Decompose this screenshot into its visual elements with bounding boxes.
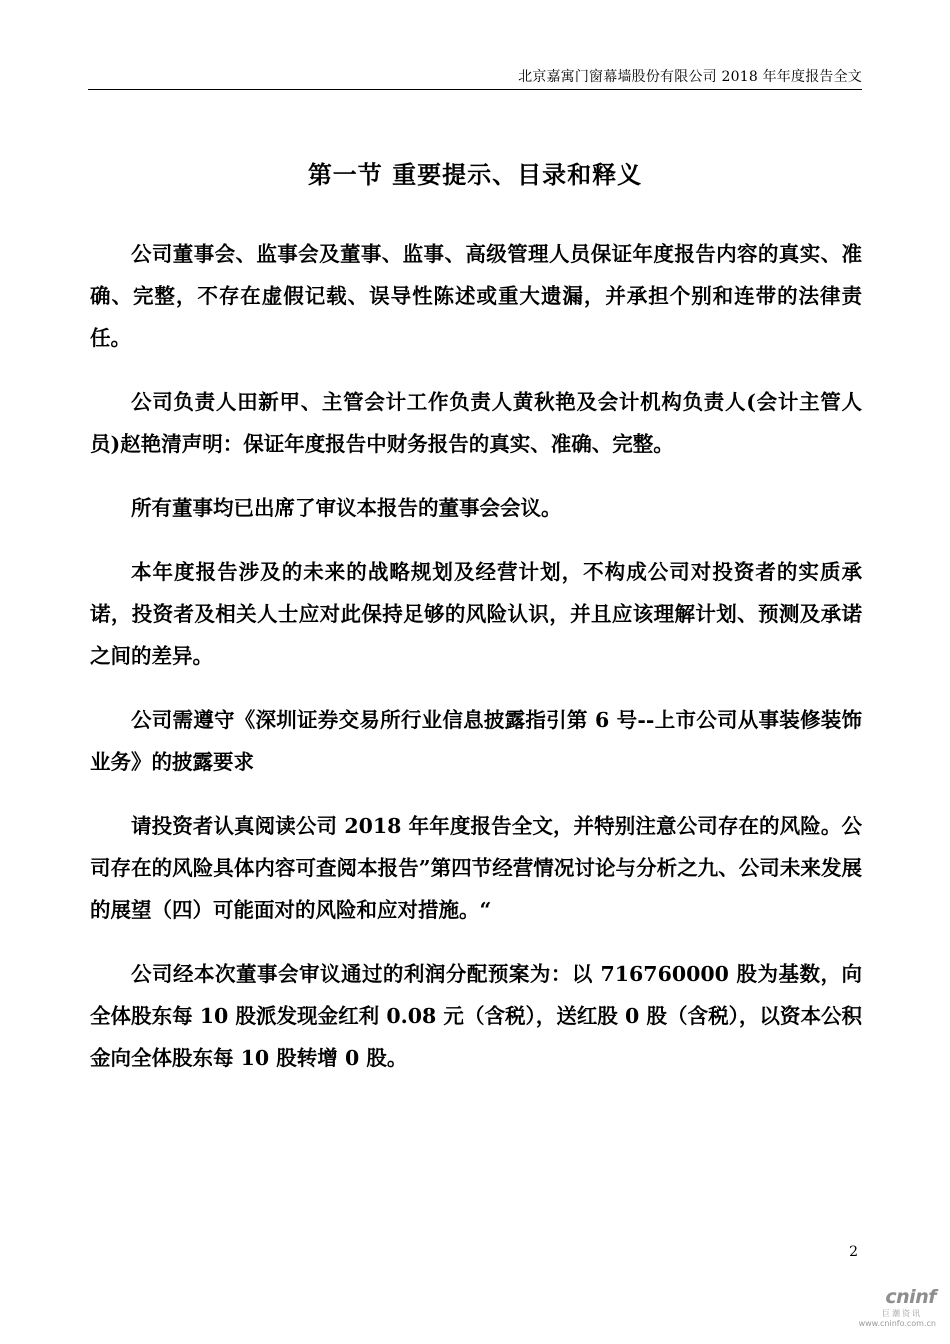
- cninfo-logo: [846, 1286, 936, 1332]
- paragraph-attendance: 所有董事均已出席了审议本报告的董事会会议。: [131, 496, 562, 520]
- section-title: 第一节 重要提示、目录和释义: [307, 160, 643, 189]
- logo-url: www.cninfo.com.cn: [858, 1319, 936, 1328]
- page-number: 2: [849, 1244, 858, 1260]
- paragraph-risk-notice: 请投资者认真阅读公司 2018 年年度报告全文，并特别注意公司存在的风险。公司存在的风险具体内容可查阅本报告”第四节经营情况讨论与分析之九、公司未来发展的展望（四）可能面对的风险和应对措施。“: [90, 814, 862, 922]
- paragraph-disclosure-guideline: 公司需遵守《深圳证券交易所行业信息披露指引第 6 号--上市公司从事装修装饰业务》的披露要求: [90, 708, 862, 774]
- document-body: [90, 233, 862, 1101]
- paragraph-forward-looking: 本年度报告涉及的未来的战略规划及经营计划，不构成公司对投资者的实质承诺，投资者及相关人士应对此保持足够的风险认识，并且应该理解计划、预测及承诺之间的差异。: [90, 560, 862, 668]
- logo-mark: cninf: [885, 1286, 936, 1308]
- logo-chinese-name: 巨潮资讯: [882, 1309, 922, 1318]
- paragraph-profit-distribution: 公司经本次董事会审议通过的利润分配预案为：以 716760000 股为基数，向全体股东每 10 股派发现金红利 0.08 元（含税），送红股 0 股（含税），以资本公积金向全体股东每 10 股转增 0 股。: [90, 962, 862, 1070]
- running-header: 北京嘉寓门窗幕墙股份有限公司 2018 年年度报告全文: [518, 69, 862, 85]
- paragraph-responsible-persons: 公司负责人田新甲、主管会计工作负责人黄秋艳及会计机构负责人(会计主管人员)赵艳清声明：保证年度报告中财务报告的真实、准确、完整。: [90, 390, 862, 456]
- paragraph-board-guarantee: 公司董事会、监事会及董事、监事、高级管理人员保证年度报告内容的真实、准确、完整，不存在虚假记载、误导性陈述或重大遗漏，并承担个别和连带的法律责任。: [90, 242, 862, 350]
- header-divider: [88, 89, 862, 90]
